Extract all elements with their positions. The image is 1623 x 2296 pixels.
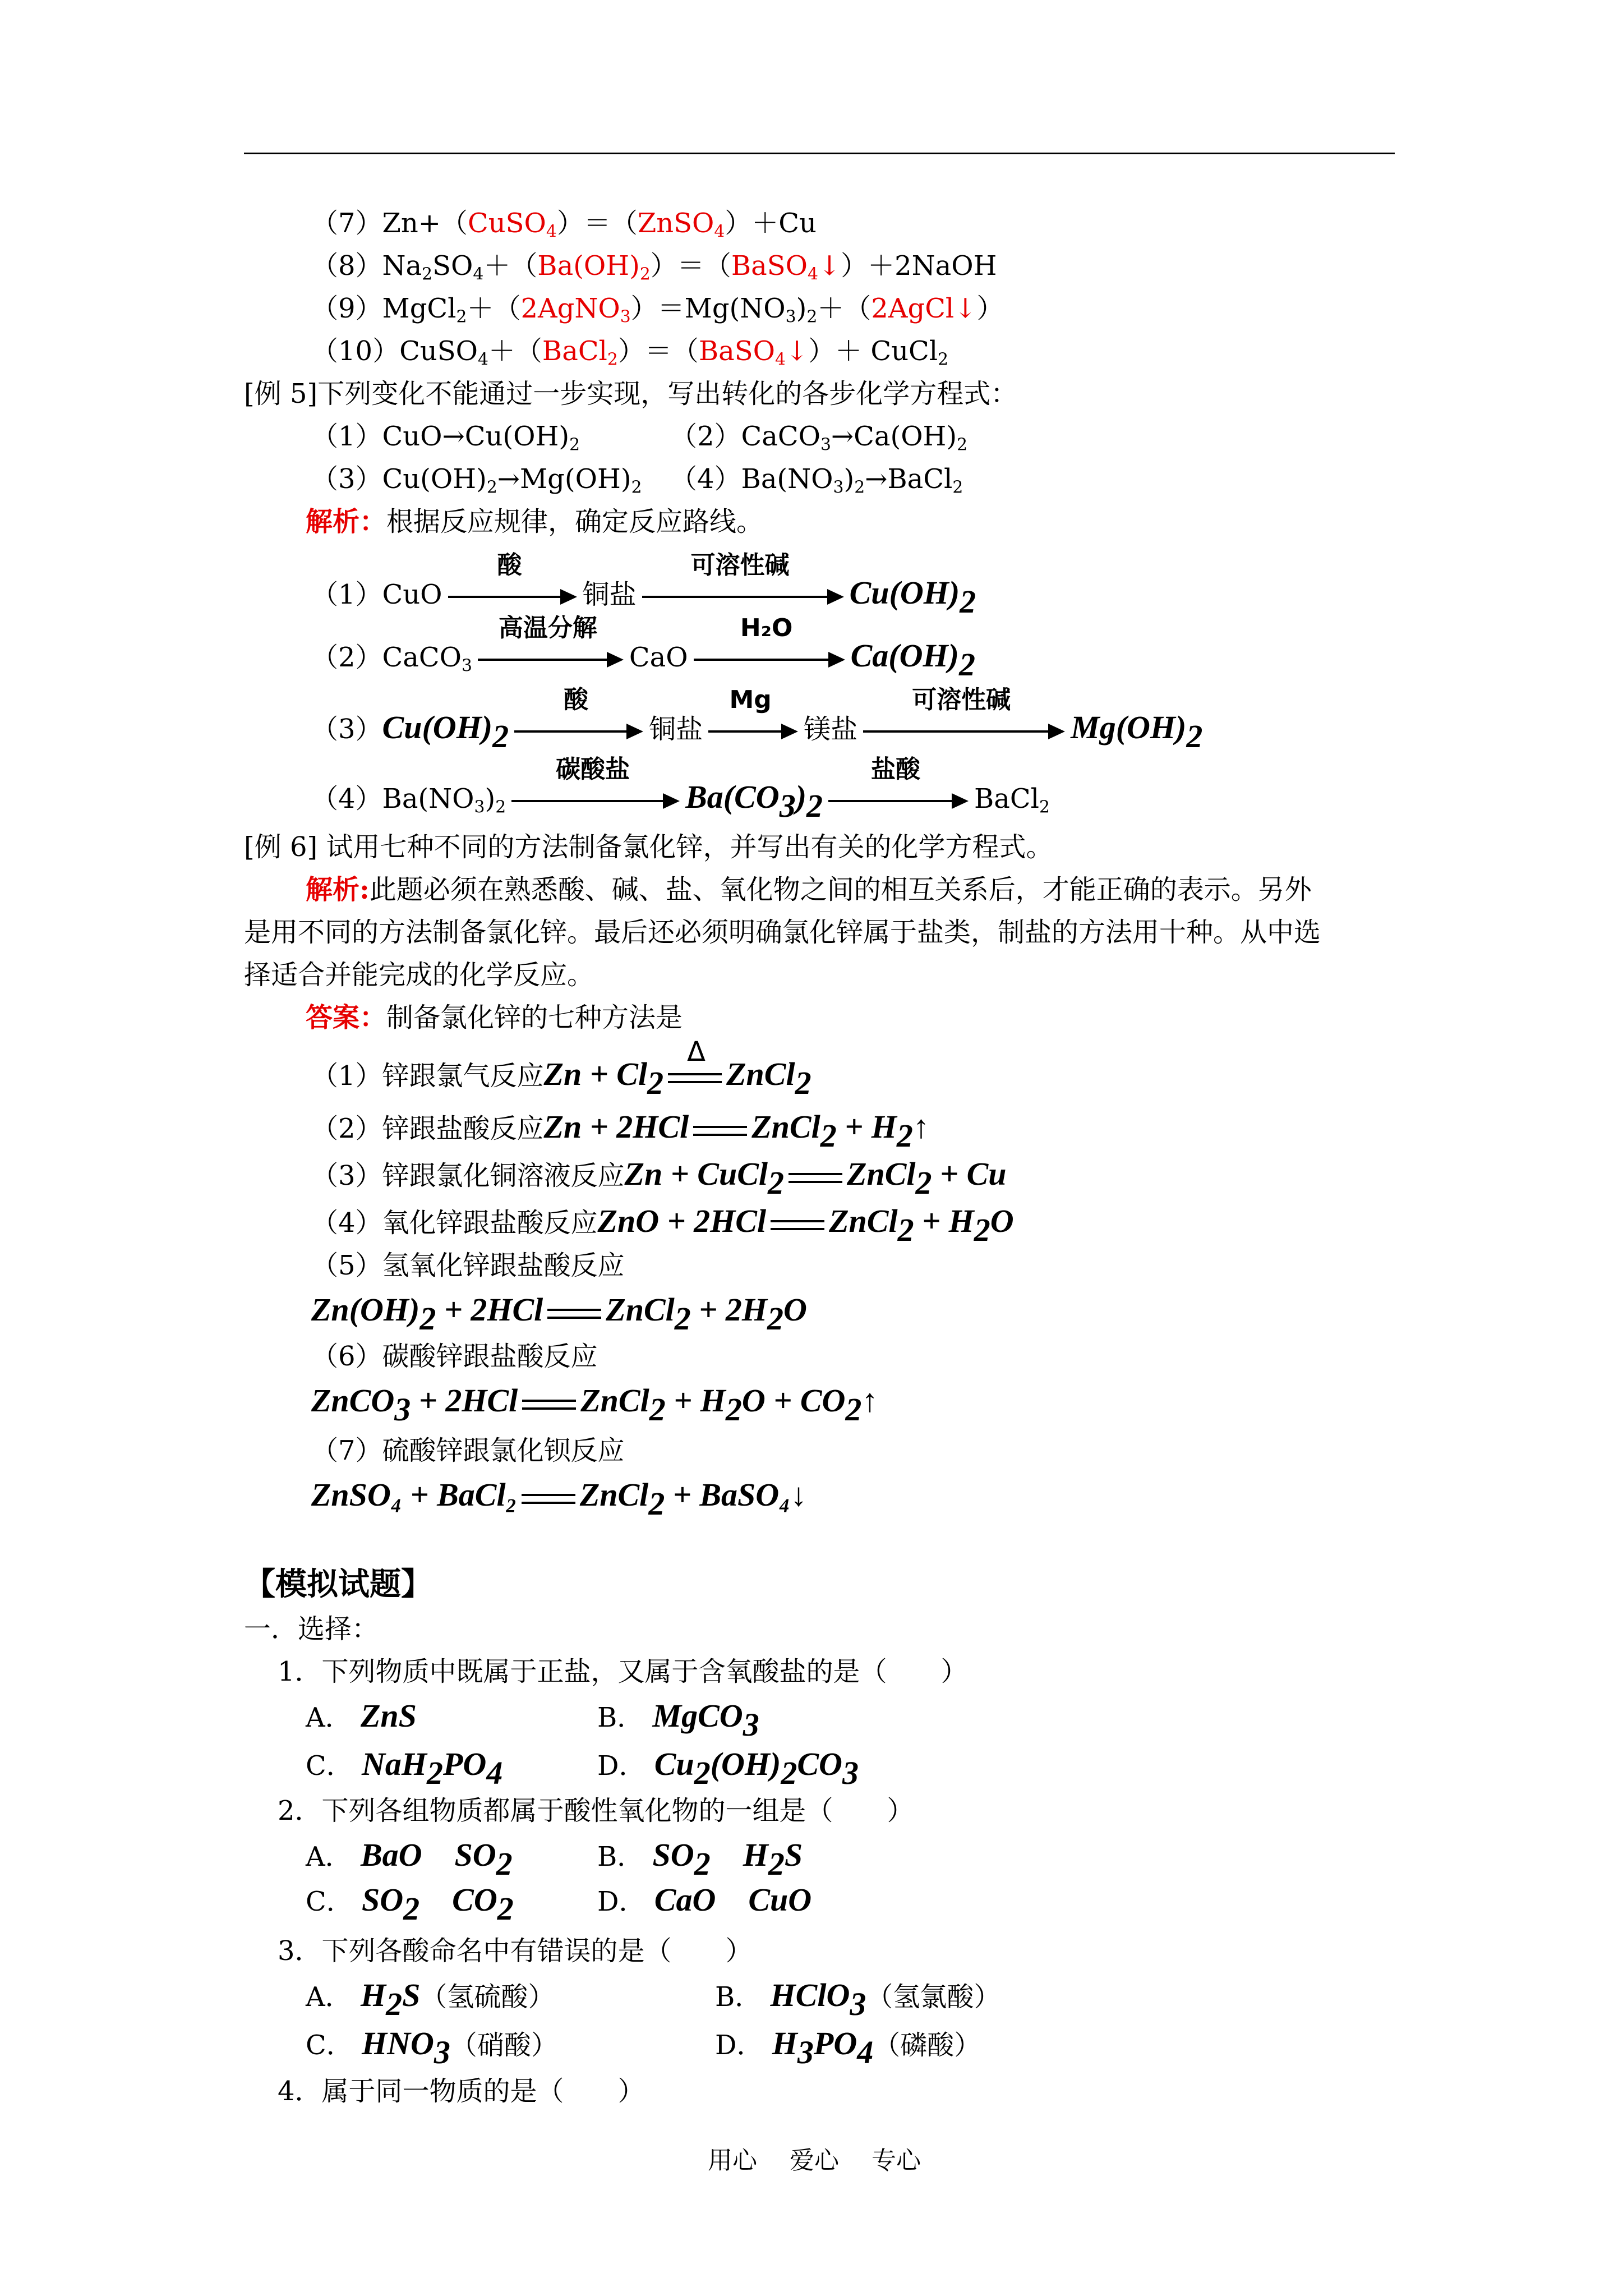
equals-icon [522,1396,576,1413]
method-7-title: （7）硫酸锌跟氯化钡反应 [311,1435,625,1466]
equals-icon [789,1170,842,1186]
arrow-icon: 酸 [448,586,577,608]
method-5-equation: $Zn(OH)_2 + 2HCl$ ZnCl$_2$ + $2H_2O$ [311,1291,807,1337]
q1-option-d: D． $Cu_2(OH)_2CO_3$ [597,1746,859,1792]
header-rule [244,153,1395,154]
method-6-equation: ZnCO$_3$ + 2HCl ZnCl$_2$ + $H_2O$ + $CO_2↑$ [311,1382,878,1428]
arrow-icon: Mg [708,720,798,743]
analysis-5: 解析：根据反应规律，确定反应路线。 [306,506,764,537]
eq-line-9: $(9)MgCl_2+(2AgNO_3)=Mg(NO_3)_2+(2AgCl↓)$ [311,293,1004,327]
ex5-item-2: $(2)CaCO_3\to Ca(OH)_2$ [670,421,968,455]
analysis-6-line-3: 择适合并能完成的化学反应。 [244,959,594,991]
question-4: 4．属于同一物质的是（ ） [278,2076,645,2107]
q2-option-b: B． $SO_2$ $H_2S$ [597,1837,803,1883]
question-1: 1．下列物质中既属于正盐，又属于含氧酸盐的是（ ） [278,1656,968,1687]
analysis-6-line-2: 是用不同的方法制备氯化锌。最后还必须明确氯化锌属于盐类，制盐的方法用十种。从中选 [244,917,1321,948]
method-3: （3）锌跟氯化铜溶液反应Zn + CuCl$_2$ ZnCl$_2$ + Cu [311,1156,1007,1202]
eq-line-8: $(8)Na_2SO_4+(Ba(OH)_2)=(BaSO_4↓)+2NaOH$ [311,250,997,284]
equals-icon [547,1305,601,1322]
q1-option-c: C． $NaH_2PO_4$ [306,1746,503,1792]
question-3: 3．下列各酸命名中有错误的是（ ） [278,1935,753,1967]
arrow-icon: 碳酸盐 [511,790,680,812]
equals-icon [771,1217,824,1234]
analysis-6-line-1: 解析:此题必须在熟悉酸、碱、盐、氧化物之间的相互关系后，才能正确的表示。另外 [306,874,1312,905]
arrow-icon: 盐酸 [828,790,969,812]
method-6-title: （6）碳酸锌跟盐酸反应 [311,1341,598,1372]
q3-option-d: D． $H_3PO_4$（磷酸） [715,2025,981,2071]
q3-option-c: C． $HNO_3$（硝酸） [306,2025,558,2071]
example-5-title: [例 5]下列变化不能通过一步实现，写出转化的各步化学方程式： [244,378,1018,409]
route-1: （1）CuO 酸 铜盐 可溶性碱 $Cu(OH)_2$ [311,550,976,620]
route-4: $(4)Ba(NO_3)_2$ 碳酸盐 $Ba(CO_3)_2$ 盐酸 BaCl$_2$ [311,754,1050,825]
arrow-icon: 可溶性碱 [863,720,1065,743]
arrow-icon: 可溶性碱 [642,586,844,608]
ex5-item-4: $(4)Ba(NO_3)_2\to BaCl_2$ [670,463,963,498]
example-6-title: [例 6] 试用七种不同的方法制备氯化锌，并写出有关的化学方程式。 [244,831,1053,863]
section-choice: 一．选择： [244,1613,379,1645]
q3-option-a: A． $H_2S$（氢硫酸） [306,1977,555,2023]
answer-6: 答案：制备氯化锌的七种方法是 [306,1002,683,1033]
q2-option-a: A． BaO $SO_2$ [306,1837,513,1883]
ex5-item-3: $(3)Cu(OH)_2\to Mg(OH)_2$ [311,463,642,498]
q1-option-b: B． MgCO$_3$ [597,1697,759,1743]
equals-heat-icon: Δ [668,1070,722,1087]
arrow-icon: 高温分解 [478,648,624,671]
arrow-icon: 酸 [514,720,643,743]
route-2: （2）CaCO$_3$ 高温分解 CaO H₂O $Ca(OH)_2$ [311,613,975,683]
q1-option-a: A． ZnS [306,1697,417,1734]
question-2: 2．下列各组物质都属于酸性氧化物的一组是（ ） [278,1795,914,1826]
method-1: （1）锌跟氯气反应$Zn + Cl_2$ Δ ZnCl$_2$ [311,1036,811,1102]
equals-icon [693,1122,747,1139]
method-5-title: （5）氢氧化锌跟盐酸反应 [311,1250,625,1281]
method-2: （2）锌跟盐酸反应Zn + 2HCl ZnCl$_2$ + $H_2↑$ [311,1108,929,1154]
ex5-item-1: $(1)CuO\to Cu(OH)_2$ [311,421,580,455]
arrow-icon: H₂O [694,648,845,671]
route-3: $(3)Cu(OH)_2$ 酸 铜盐 Mg 镁盐 可溶性碱 $Mg(OH)_2$ [311,685,1203,755]
q2-option-c: C． $SO_2$ $CO_2$ [306,1881,514,1927]
page-footer: 用心 爱心 专心 [708,2146,921,2175]
equals-icon [522,1490,575,1507]
method-7-equation: ZnSO₄ + BaCl₂ ZnCl$_2$ + BaSO₄↓ [311,1476,807,1522]
eq-line-7: （7）Zn+（CuSO$_4$）＝（ZnSO$_4$）＋Cu [311,208,817,242]
q3-option-b: B． HClO$_3$（氢氯酸） [715,1977,1001,2023]
eq-line-10: （10）CuSO$_4$＋（BaCl$_2$）＝（BaSO$_4$↓）＋ CuCl$_2$ [311,335,949,370]
method-4: （4）氧化锌跟盐酸反应ZnO + 2HCl ZnCl$_2$ + $H_2O$ [311,1203,1014,1249]
section-heading-mock-test: 【模拟试题】 [244,1566,432,1603]
q2-option-d: D． CaO CuO [597,1881,812,1918]
